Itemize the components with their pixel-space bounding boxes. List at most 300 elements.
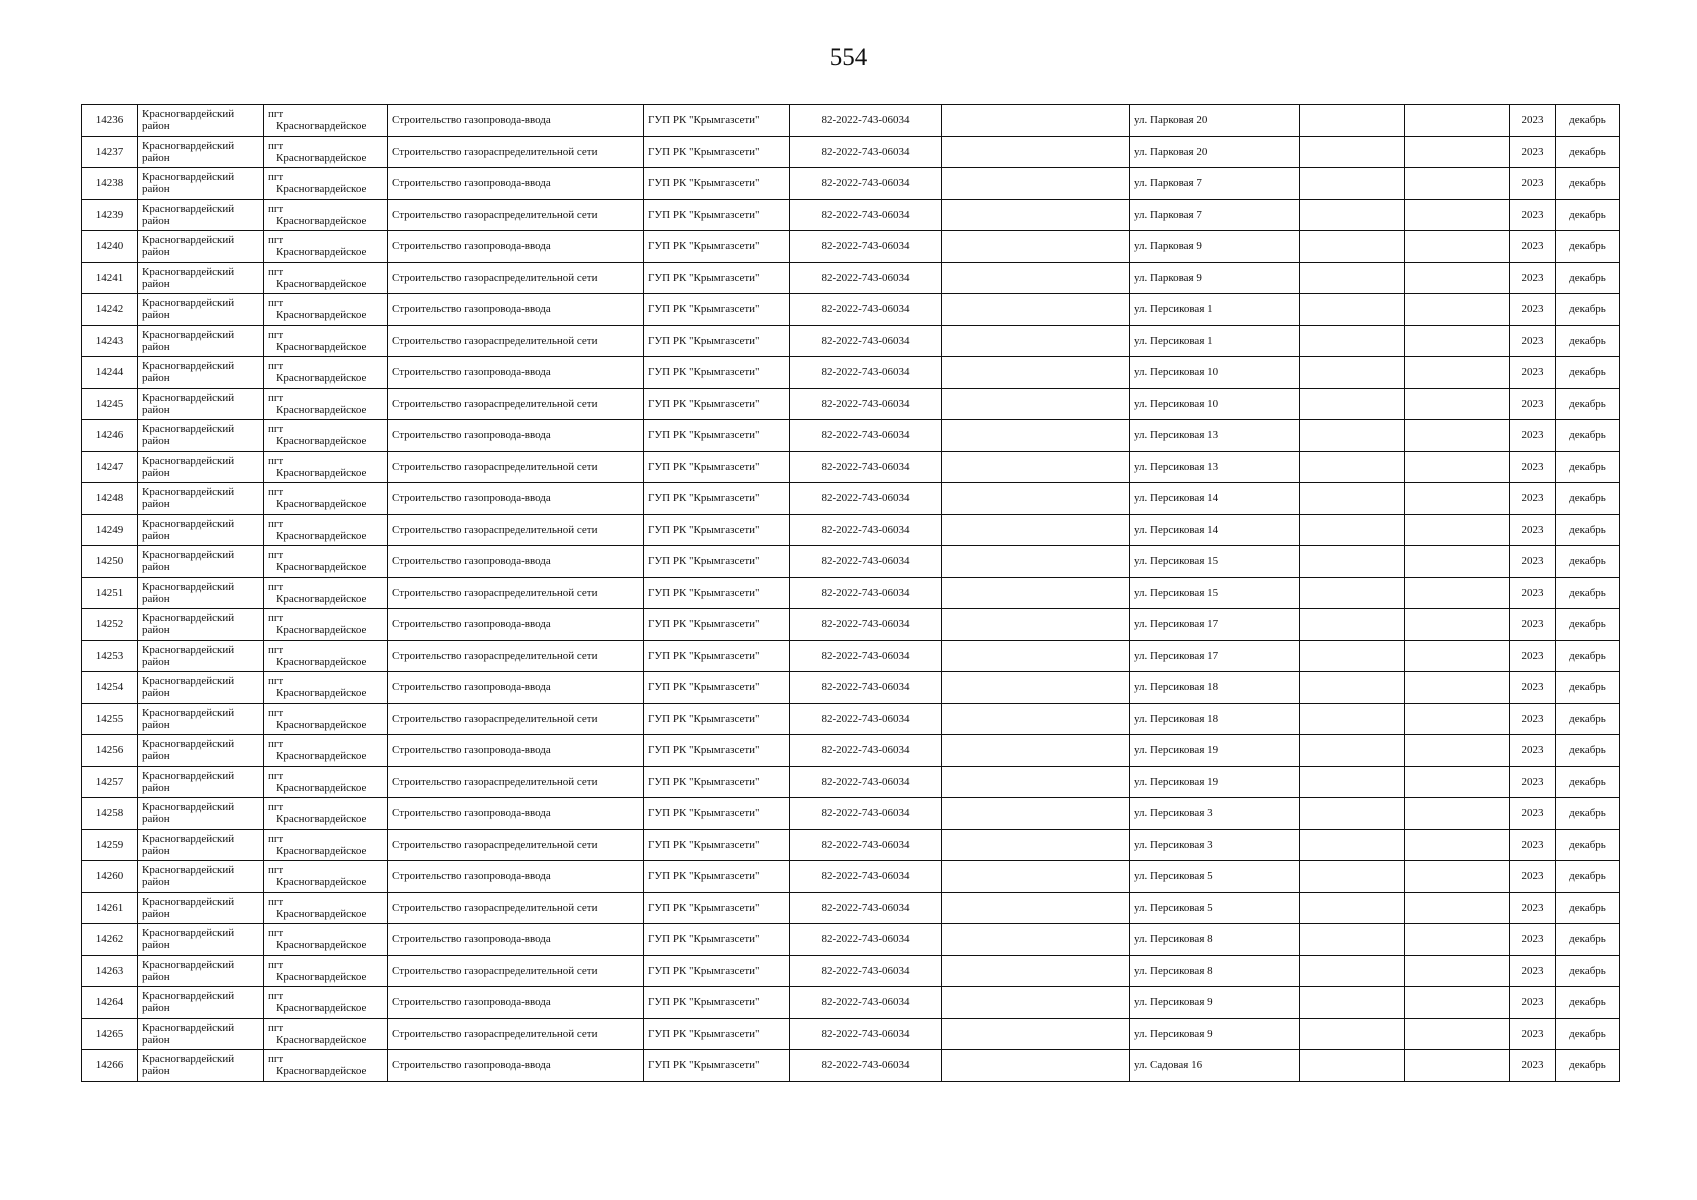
district-line-1: Красногвардейский	[142, 454, 235, 467]
empty-cell	[942, 388, 1130, 420]
address-cell: ул. Персиковая 10	[1130, 357, 1300, 389]
address-cell: ул. Парковая 9	[1130, 231, 1300, 263]
table-row	[82, 987, 1620, 1019]
locality-cell	[264, 798, 388, 830]
district-line-2: район	[142, 592, 170, 605]
address-cell: ул. Персиковая 19	[1130, 735, 1300, 767]
district-cell	[138, 672, 264, 704]
year-cell: 2023	[1510, 168, 1556, 200]
month-cell: декабрь	[1556, 420, 1620, 452]
program-code-cell: 82-2022-743-06034	[790, 105, 942, 137]
empty-cell	[942, 892, 1130, 924]
district-line-2: район	[142, 529, 170, 542]
work-type-cell: Строительство газопровода-ввода	[388, 672, 644, 704]
empty-cell	[1405, 955, 1510, 987]
district-cell	[138, 199, 264, 231]
program-code-cell: 82-2022-743-06034	[790, 735, 942, 767]
empty-cell	[1300, 451, 1405, 483]
locality-line-2: Красногвардейское	[276, 214, 367, 227]
empty-cell	[1300, 924, 1405, 956]
program-code-cell: 82-2022-743-06034	[790, 861, 942, 893]
year-cell: 2023	[1510, 735, 1556, 767]
district-line-1: Красногвардейский	[142, 549, 235, 562]
year-cell: 2023	[1510, 987, 1556, 1019]
empty-cell	[1405, 105, 1510, 137]
table-row	[82, 672, 1620, 704]
address-cell: ул. Персиковая 1	[1130, 325, 1300, 357]
locality-line-2: Красногвардейское	[276, 1065, 367, 1078]
empty-cell	[942, 199, 1130, 231]
work-type-cell: Строительство газопровода-ввода	[388, 420, 644, 452]
empty-cell	[1300, 546, 1405, 578]
program-code-cell: 82-2022-743-06034	[790, 483, 942, 515]
empty-cell	[1405, 766, 1510, 798]
locality-line-2: Красногвардейское	[276, 529, 367, 542]
table-row	[82, 199, 1620, 231]
table-row	[82, 577, 1620, 609]
empty-cell	[1405, 262, 1510, 294]
district-cell	[138, 105, 264, 137]
organization-cell: ГУП РК "Крымгазсети"	[644, 609, 790, 641]
empty-cell	[1405, 420, 1510, 452]
locality-cell	[264, 955, 388, 987]
address-cell: ул. Персиковая 5	[1130, 861, 1300, 893]
row-number: 14248	[82, 483, 138, 515]
locality-cell	[264, 546, 388, 578]
empty-cell	[1405, 514, 1510, 546]
table-row	[82, 451, 1620, 483]
empty-cell	[942, 609, 1130, 641]
table-row	[82, 357, 1620, 389]
year-cell: 2023	[1510, 136, 1556, 168]
program-code-cell: 82-2022-743-06034	[790, 609, 942, 641]
empty-cell	[942, 420, 1130, 452]
row-number: 14252	[82, 609, 138, 641]
district-line-1: Красногвардейский	[142, 738, 235, 751]
district-line-1: Красногвардейский	[142, 234, 235, 247]
address-cell: ул. Садовая 16	[1130, 1050, 1300, 1082]
empty-cell	[1405, 1050, 1510, 1082]
program-code-cell: 82-2022-743-06034	[790, 924, 942, 956]
empty-cell	[1405, 231, 1510, 263]
district-line-2: район	[142, 655, 170, 668]
work-type-cell: Строительство газораспределительной сети	[388, 703, 644, 735]
district-line-2: район	[142, 718, 170, 731]
empty-cell	[942, 546, 1130, 578]
empty-cell	[942, 987, 1130, 1019]
table-row	[82, 262, 1620, 294]
table-row	[82, 892, 1620, 924]
empty-cell	[1405, 987, 1510, 1019]
program-code-cell: 82-2022-743-06034	[790, 294, 942, 326]
empty-cell	[1300, 1018, 1405, 1050]
locality-line-1: пгт	[268, 517, 284, 530]
empty-cell	[942, 231, 1130, 263]
locality-cell	[264, 987, 388, 1019]
year-cell: 2023	[1510, 955, 1556, 987]
empty-cell	[1300, 199, 1405, 231]
locality-line-1: пгт	[268, 391, 284, 404]
table-row	[82, 1018, 1620, 1050]
program-code-cell: 82-2022-743-06034	[790, 766, 942, 798]
district-line-2: район	[142, 246, 170, 259]
month-cell: декабрь	[1556, 546, 1620, 578]
empty-cell	[1405, 924, 1510, 956]
locality-line-1: пгт	[268, 486, 284, 499]
month-cell: декабрь	[1556, 199, 1620, 231]
month-cell: декабрь	[1556, 294, 1620, 326]
address-cell: ул. Персиковая 13	[1130, 420, 1300, 452]
address-cell: ул. Персиковая 1	[1130, 294, 1300, 326]
district-cell	[138, 829, 264, 861]
year-cell: 2023	[1510, 609, 1556, 641]
district-line-2: район	[142, 844, 170, 857]
locality-line-2: Красногвардейское	[276, 561, 367, 574]
district-line-2: район	[142, 151, 170, 164]
locality-cell	[264, 105, 388, 137]
month-cell: декабрь	[1556, 168, 1620, 200]
year-cell: 2023	[1510, 357, 1556, 389]
district-line-1: Красногвардейский	[142, 895, 235, 908]
address-cell: ул. Персиковая 14	[1130, 483, 1300, 515]
work-type-cell: Строительство газораспределительной сети	[388, 325, 644, 357]
locality-line-1: пгт	[268, 738, 284, 751]
address-cell: ул. Персиковая 14	[1130, 514, 1300, 546]
empty-cell	[942, 1050, 1130, 1082]
row-number: 14244	[82, 357, 138, 389]
month-cell: декабрь	[1556, 451, 1620, 483]
locality-cell	[264, 609, 388, 641]
address-cell: ул. Персиковая 5	[1130, 892, 1300, 924]
empty-cell	[1300, 136, 1405, 168]
locality-cell	[264, 136, 388, 168]
year-cell: 2023	[1510, 420, 1556, 452]
locality-line-1: пгт	[268, 423, 284, 436]
table-row	[82, 514, 1620, 546]
locality-line-1: пгт	[268, 643, 284, 656]
locality-line-2: Красногвардейское	[276, 970, 367, 983]
row-number: 14255	[82, 703, 138, 735]
program-code-cell: 82-2022-743-06034	[790, 514, 942, 546]
empty-cell	[1405, 325, 1510, 357]
organization-cell: ГУП РК "Крымгазсети"	[644, 294, 790, 326]
locality-cell	[264, 861, 388, 893]
organization-cell: ГУП РК "Крымгазсети"	[644, 892, 790, 924]
locality-line-1: пгт	[268, 832, 284, 845]
year-cell: 2023	[1510, 1050, 1556, 1082]
locality-line-1: пгт	[268, 234, 284, 247]
district-cell	[138, 451, 264, 483]
empty-cell	[942, 798, 1130, 830]
work-type-cell: Строительство газопровода-ввода	[388, 987, 644, 1019]
row-number: 14264	[82, 987, 138, 1019]
work-type-cell: Строительство газораспределительной сети	[388, 514, 644, 546]
work-type-cell: Строительство газопровода-ввода	[388, 735, 644, 767]
program-code-cell: 82-2022-743-06034	[790, 955, 942, 987]
empty-cell	[942, 924, 1130, 956]
work-type-cell: Строительство газопровода-ввода	[388, 483, 644, 515]
table-row	[82, 294, 1620, 326]
district-line-1: Красногвардейский	[142, 1053, 235, 1066]
month-cell: декабрь	[1556, 892, 1620, 924]
year-cell: 2023	[1510, 514, 1556, 546]
district-line-2: район	[142, 277, 170, 290]
locality-line-1: пгт	[268, 958, 284, 971]
program-code-cell: 82-2022-743-06034	[790, 892, 942, 924]
organization-cell: ГУП РК "Крымгазсети"	[644, 987, 790, 1019]
table-row	[82, 420, 1620, 452]
locality-line-2: Красногвардейское	[276, 718, 367, 731]
locality-line-1: пгт	[268, 580, 284, 593]
locality-cell	[264, 703, 388, 735]
table-row	[82, 955, 1620, 987]
locality-line-2: Красногвардейское	[276, 907, 367, 920]
address-cell: ул. Персиковая 8	[1130, 924, 1300, 956]
district-line-2: район	[142, 403, 170, 416]
work-type-cell: Строительство газопровода-ввода	[388, 231, 644, 263]
work-type-cell: Строительство газораспределительной сети	[388, 199, 644, 231]
locality-line-2: Красногвардейское	[276, 687, 367, 700]
district-cell	[138, 357, 264, 389]
district-line-2: район	[142, 1065, 170, 1078]
month-cell: декабрь	[1556, 1050, 1620, 1082]
organization-cell: ГУП РК "Крымгазсети"	[644, 168, 790, 200]
district-cell	[138, 703, 264, 735]
organization-cell: ГУП РК "Крымгазсети"	[644, 420, 790, 452]
row-number: 14263	[82, 955, 138, 987]
locality-cell	[264, 672, 388, 704]
empty-cell	[1405, 577, 1510, 609]
district-cell	[138, 231, 264, 263]
row-number: 14238	[82, 168, 138, 200]
district-line-1: Красногвардейский	[142, 108, 235, 121]
month-cell: декабрь	[1556, 955, 1620, 987]
empty-cell	[1300, 1050, 1405, 1082]
district-cell	[138, 892, 264, 924]
district-cell	[138, 609, 264, 641]
work-type-cell: Строительство газораспределительной сети	[388, 766, 644, 798]
empty-cell	[1405, 672, 1510, 704]
locality-line-1: пгт	[268, 265, 284, 278]
row-number: 14239	[82, 199, 138, 231]
table-row	[82, 924, 1620, 956]
locality-line-1: пгт	[268, 1021, 284, 1034]
district-line-2: район	[142, 466, 170, 479]
table-row	[82, 609, 1620, 641]
empty-cell	[1405, 892, 1510, 924]
district-cell	[138, 325, 264, 357]
locality-cell	[264, 388, 388, 420]
locality-cell	[264, 199, 388, 231]
table-row	[82, 168, 1620, 200]
district-cell	[138, 420, 264, 452]
district-cell	[138, 924, 264, 956]
row-number: 14241	[82, 262, 138, 294]
month-cell: декабрь	[1556, 136, 1620, 168]
row-number: 14254	[82, 672, 138, 704]
empty-cell	[1405, 483, 1510, 515]
locality-line-1: пгт	[268, 927, 284, 940]
locality-line-2: Красногвардейское	[276, 151, 367, 164]
year-cell: 2023	[1510, 861, 1556, 893]
work-type-cell: Строительство газопровода-ввода	[388, 105, 644, 137]
district-cell	[138, 640, 264, 672]
year-cell: 2023	[1510, 483, 1556, 515]
work-type-cell: Строительство газораспределительной сети	[388, 955, 644, 987]
district-line-1: Красногвардейский	[142, 360, 235, 373]
empty-cell	[1300, 483, 1405, 515]
empty-cell	[942, 168, 1130, 200]
district-line-1: Красногвардейский	[142, 171, 235, 184]
district-cell	[138, 388, 264, 420]
program-code-cell: 82-2022-743-06034	[790, 829, 942, 861]
empty-cell	[942, 766, 1130, 798]
district-line-2: район	[142, 970, 170, 983]
locality-cell	[264, 1018, 388, 1050]
table-row	[82, 483, 1620, 515]
table-body	[82, 105, 1620, 1082]
organization-cell: ГУП РК "Крымгазсети"	[644, 357, 790, 389]
district-cell	[138, 798, 264, 830]
table-row	[82, 231, 1620, 263]
organization-cell: ГУП РК "Крымгазсети"	[644, 703, 790, 735]
empty-cell	[1405, 199, 1510, 231]
address-cell: ул. Парковая 20	[1130, 136, 1300, 168]
empty-cell	[942, 514, 1130, 546]
locality-cell	[264, 924, 388, 956]
work-type-cell: Строительство газораспределительной сети	[388, 1018, 644, 1050]
work-type-cell: Строительство газораспределительной сети	[388, 136, 644, 168]
empty-cell	[942, 735, 1130, 767]
address-cell: ул. Персиковая 3	[1130, 798, 1300, 830]
empty-cell	[942, 357, 1130, 389]
organization-cell: ГУП РК "Крымгазсети"	[644, 231, 790, 263]
organization-cell: ГУП РК "Крымгазсети"	[644, 105, 790, 137]
row-number: 14237	[82, 136, 138, 168]
locality-cell	[264, 357, 388, 389]
locality-line-2: Красногвардейское	[276, 939, 367, 952]
row-number: 14266	[82, 1050, 138, 1082]
empty-cell	[1300, 168, 1405, 200]
month-cell: декабрь	[1556, 1018, 1620, 1050]
empty-cell	[1405, 357, 1510, 389]
locality-line-2: Красногвардейское	[276, 1033, 367, 1046]
organization-cell: ГУП РК "Крымгазсети"	[644, 640, 790, 672]
year-cell: 2023	[1510, 798, 1556, 830]
program-code-cell: 82-2022-743-06034	[790, 388, 942, 420]
organization-cell: ГУП РК "Крымгазсети"	[644, 955, 790, 987]
locality-line-1: пгт	[268, 139, 284, 152]
locality-cell	[264, 325, 388, 357]
organization-cell: ГУП РК "Крымгазсети"	[644, 546, 790, 578]
empty-cell	[1405, 388, 1510, 420]
district-line-1: Красногвардейский	[142, 391, 235, 404]
district-line-2: район	[142, 687, 170, 700]
locality-line-1: пгт	[268, 108, 284, 121]
locality-line-1: пгт	[268, 202, 284, 215]
organization-cell: ГУП РК "Крымгазсети"	[644, 136, 790, 168]
empty-cell	[1300, 672, 1405, 704]
locality-line-1: пгт	[268, 549, 284, 562]
organization-cell: ГУП РК "Крымгазсети"	[644, 262, 790, 294]
program-code-cell: 82-2022-743-06034	[790, 1018, 942, 1050]
locality-line-2: Красногвардейское	[276, 876, 367, 889]
month-cell: декабрь	[1556, 924, 1620, 956]
district-line-2: район	[142, 907, 170, 920]
organization-cell: ГУП РК "Крымгазсети"	[644, 672, 790, 704]
address-cell: ул. Персиковая 8	[1130, 955, 1300, 987]
work-type-cell: Строительство газопровода-ввода	[388, 357, 644, 389]
locality-line-2: Красногвардейское	[276, 403, 367, 416]
district-line-2: район	[142, 1033, 170, 1046]
locality-line-1: пгт	[268, 864, 284, 877]
row-number: 14265	[82, 1018, 138, 1050]
locality-cell	[264, 892, 388, 924]
empty-cell	[942, 483, 1130, 515]
locality-line-1: пгт	[268, 895, 284, 908]
locality-line-2: Красногвардейское	[276, 372, 367, 385]
work-type-cell: Строительство газораспределительной сети	[388, 892, 644, 924]
year-cell: 2023	[1510, 1018, 1556, 1050]
table-row	[82, 703, 1620, 735]
row-number: 14258	[82, 798, 138, 830]
locality-line-2: Красногвардейское	[276, 277, 367, 290]
year-cell: 2023	[1510, 105, 1556, 137]
row-number: 14261	[82, 892, 138, 924]
district-cell	[138, 987, 264, 1019]
district-cell	[138, 546, 264, 578]
program-code-cell: 82-2022-743-06034	[790, 987, 942, 1019]
month-cell: декабрь	[1556, 577, 1620, 609]
district-line-1: Красногвардейский	[142, 675, 235, 688]
row-number: 14243	[82, 325, 138, 357]
table-row	[82, 766, 1620, 798]
work-type-cell: Строительство газораспределительной сети	[388, 388, 644, 420]
district-line-1: Красногвардейский	[142, 864, 235, 877]
locality-line-2: Красногвардейское	[276, 120, 367, 133]
district-cell	[138, 861, 264, 893]
district-line-2: район	[142, 813, 170, 826]
district-cell	[138, 955, 264, 987]
program-code-cell: 82-2022-743-06034	[790, 136, 942, 168]
organization-cell: ГУП РК "Крымгазсети"	[644, 1018, 790, 1050]
district-line-1: Красногвардейский	[142, 643, 235, 656]
empty-cell	[942, 105, 1130, 137]
district-cell	[138, 262, 264, 294]
work-type-cell: Строительство газопровода-ввода	[388, 609, 644, 641]
district-line-2: район	[142, 1002, 170, 1015]
locality-line-1: пгт	[268, 612, 284, 625]
locality-cell	[264, 294, 388, 326]
month-cell: декабрь	[1556, 861, 1620, 893]
organization-cell: ГУП РК "Крымгазсети"	[644, 1050, 790, 1082]
organization-cell: ГУП РК "Крымгазсети"	[644, 451, 790, 483]
locality-line-1: пгт	[268, 297, 284, 310]
month-cell: декабрь	[1556, 325, 1620, 357]
address-cell: ул. Персиковая 18	[1130, 672, 1300, 704]
program-code-cell: 82-2022-743-06034	[790, 640, 942, 672]
address-cell: ул. Персиковая 17	[1130, 640, 1300, 672]
locality-line-1: пгт	[268, 990, 284, 1003]
table-row	[82, 798, 1620, 830]
district-line-1: Красногвардейский	[142, 706, 235, 719]
row-number: 14253	[82, 640, 138, 672]
month-cell: декабрь	[1556, 672, 1620, 704]
locality-line-2: Красногвардейское	[276, 1002, 367, 1015]
row-number: 14260	[82, 861, 138, 893]
address-cell: ул. Парковая 7	[1130, 168, 1300, 200]
empty-cell	[1405, 735, 1510, 767]
